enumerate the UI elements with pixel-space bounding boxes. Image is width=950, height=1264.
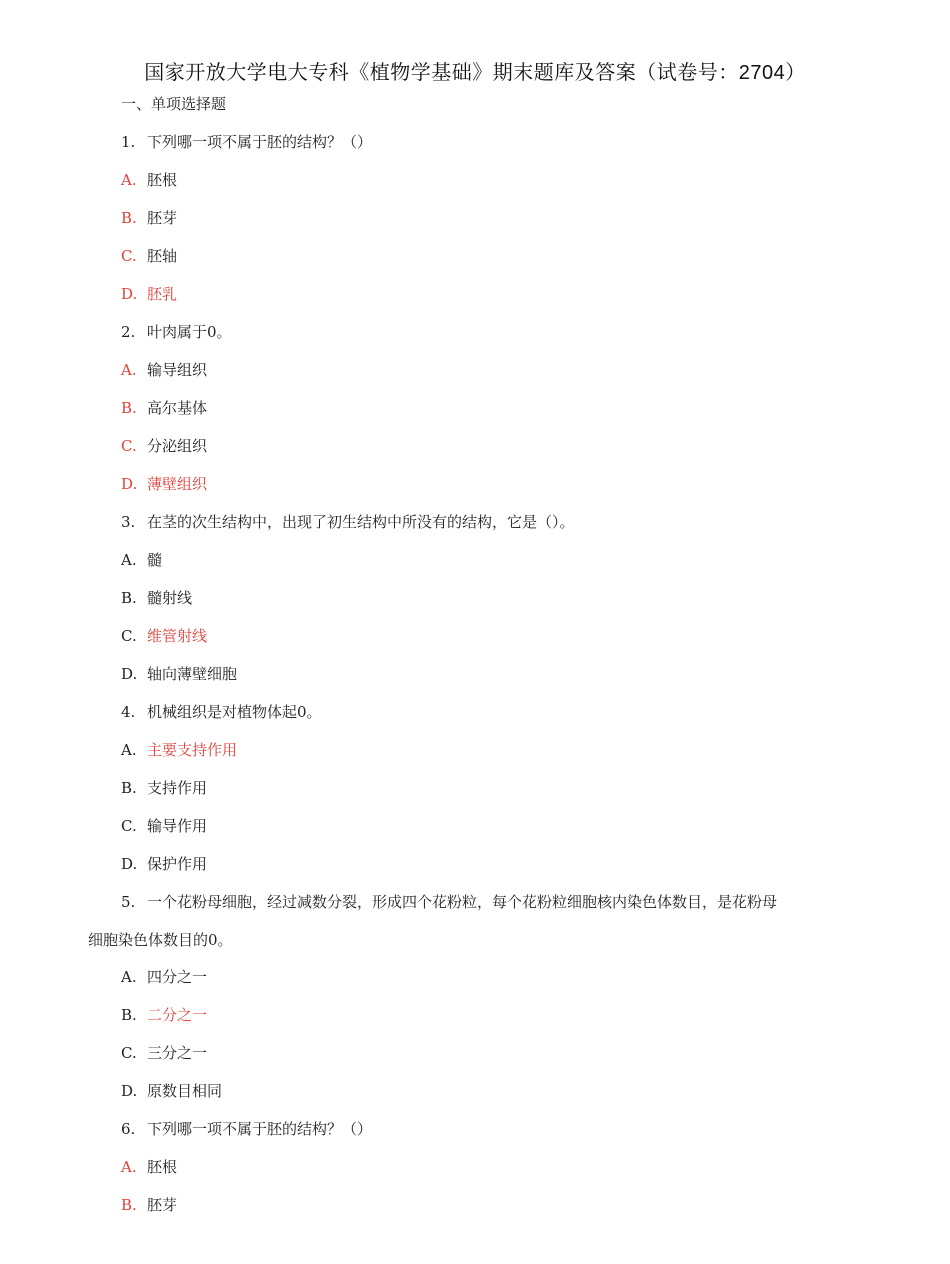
option-label: B. xyxy=(121,1196,137,1214)
question-text: 叶肉属于0。 xyxy=(147,323,232,341)
option-6b xyxy=(121,1195,177,1215)
question-number: 3. xyxy=(121,513,136,531)
option-3d xyxy=(121,664,237,684)
question-text: 在茎的次生结构中，出现了初生结构中所没有的结构，它是（）。 xyxy=(147,513,575,531)
option-text: 维管射线 xyxy=(147,627,208,645)
option-label: B. xyxy=(121,399,137,417)
option-4a-answer xyxy=(121,740,237,760)
option-2a xyxy=(121,360,207,380)
question-5 xyxy=(121,892,777,912)
option-label: D. xyxy=(121,285,138,303)
question-5-continued: 细胞染色体数目的0。 xyxy=(88,931,233,949)
title-main: 国家开放大学电大专科《植物学基础》期末题库及答案（试卷号： xyxy=(144,60,739,84)
question-text: 下列哪一项不属于胚的结构？（） xyxy=(147,1120,373,1138)
option-text: 轴向薄壁细胞 xyxy=(147,665,238,683)
option-label: A. xyxy=(121,551,137,569)
option-3c-answer xyxy=(121,626,207,646)
option-2d-answer xyxy=(121,474,207,494)
option-label: A. xyxy=(121,171,137,189)
option-label: C. xyxy=(121,437,137,455)
question-text: 下列哪一项不属于胚的结构？（） xyxy=(147,133,373,151)
option-5c xyxy=(121,1043,207,1063)
option-text: 四分之一 xyxy=(147,968,208,986)
option-label: B. xyxy=(121,209,137,227)
option-5b-answer xyxy=(121,1005,207,1025)
question-number: 5. xyxy=(121,893,136,911)
option-label: C. xyxy=(121,627,137,645)
option-text: 胚轴 xyxy=(147,247,178,265)
option-6a xyxy=(121,1157,177,1177)
option-label: D. xyxy=(121,475,138,493)
question-4 xyxy=(121,702,322,722)
question-number: 1. xyxy=(121,133,136,151)
option-1b xyxy=(121,208,177,228)
option-3a xyxy=(121,550,162,570)
question-number: 2. xyxy=(121,323,136,341)
option-text: 胚乳 xyxy=(147,285,178,303)
option-3b xyxy=(121,588,192,608)
option-text: 胚根 xyxy=(147,1158,178,1176)
option-4d xyxy=(121,854,207,874)
option-text: 输导组织 xyxy=(147,361,208,379)
option-label: B. xyxy=(121,1006,137,1024)
option-2c xyxy=(121,436,207,456)
page-title xyxy=(0,56,950,85)
question-number: 6. xyxy=(121,1120,136,1138)
option-5d xyxy=(121,1081,222,1101)
option-text: 胚芽 xyxy=(147,209,178,227)
option-text: 二分之一 xyxy=(147,1006,208,1024)
option-4b xyxy=(121,778,207,798)
option-text: 主要支持作用 xyxy=(147,741,238,759)
option-label: D. xyxy=(121,665,138,683)
option-1d-answer xyxy=(121,284,177,304)
question-2 xyxy=(121,322,232,342)
question-6 xyxy=(121,1119,372,1139)
title-close: ） xyxy=(785,60,806,84)
question-text: 一个花粉母细胞，经过减数分裂，形成四个花粉粒，每个花粉粒细胞核内染色体数目，是花粉母 xyxy=(147,893,778,911)
option-1c xyxy=(121,246,177,266)
question-number: 4. xyxy=(121,703,136,721)
option-label: A. xyxy=(121,1158,137,1176)
option-text: 三分之一 xyxy=(147,1044,208,1062)
option-text: 髓 xyxy=(147,551,163,569)
option-label: B. xyxy=(121,589,137,607)
option-label: B. xyxy=(121,779,137,797)
option-text: 高尔基体 xyxy=(147,399,208,417)
option-5a xyxy=(121,967,207,987)
option-2b xyxy=(121,398,207,418)
option-text: 输导作用 xyxy=(147,817,208,835)
option-text: 支持作用 xyxy=(147,779,208,797)
option-label: A. xyxy=(121,361,137,379)
option-1a xyxy=(121,170,177,190)
option-text: 分泌组织 xyxy=(147,437,208,455)
option-text: 保护作用 xyxy=(147,855,208,873)
exam-code: 2704 xyxy=(738,62,786,84)
option-label: A. xyxy=(121,741,137,759)
option-label: C. xyxy=(121,817,137,835)
option-text: 胚芽 xyxy=(147,1196,178,1214)
option-label: D. xyxy=(121,1082,138,1100)
option-label: D. xyxy=(121,855,138,873)
question-1 xyxy=(121,132,372,152)
question-text: 机械组织是对植物体起0。 xyxy=(147,703,322,721)
option-text: 胚根 xyxy=(147,171,178,189)
option-label: C. xyxy=(121,1044,137,1062)
option-label: C. xyxy=(121,247,137,265)
option-text: 薄壁组织 xyxy=(147,475,208,493)
question-3 xyxy=(121,512,575,532)
option-text: 原数目相同 xyxy=(147,1082,223,1100)
section-heading: 一、单项选择题 xyxy=(121,95,227,113)
option-label: A. xyxy=(121,968,137,986)
option-text: 髓射线 xyxy=(147,589,193,607)
option-4c xyxy=(121,816,207,836)
